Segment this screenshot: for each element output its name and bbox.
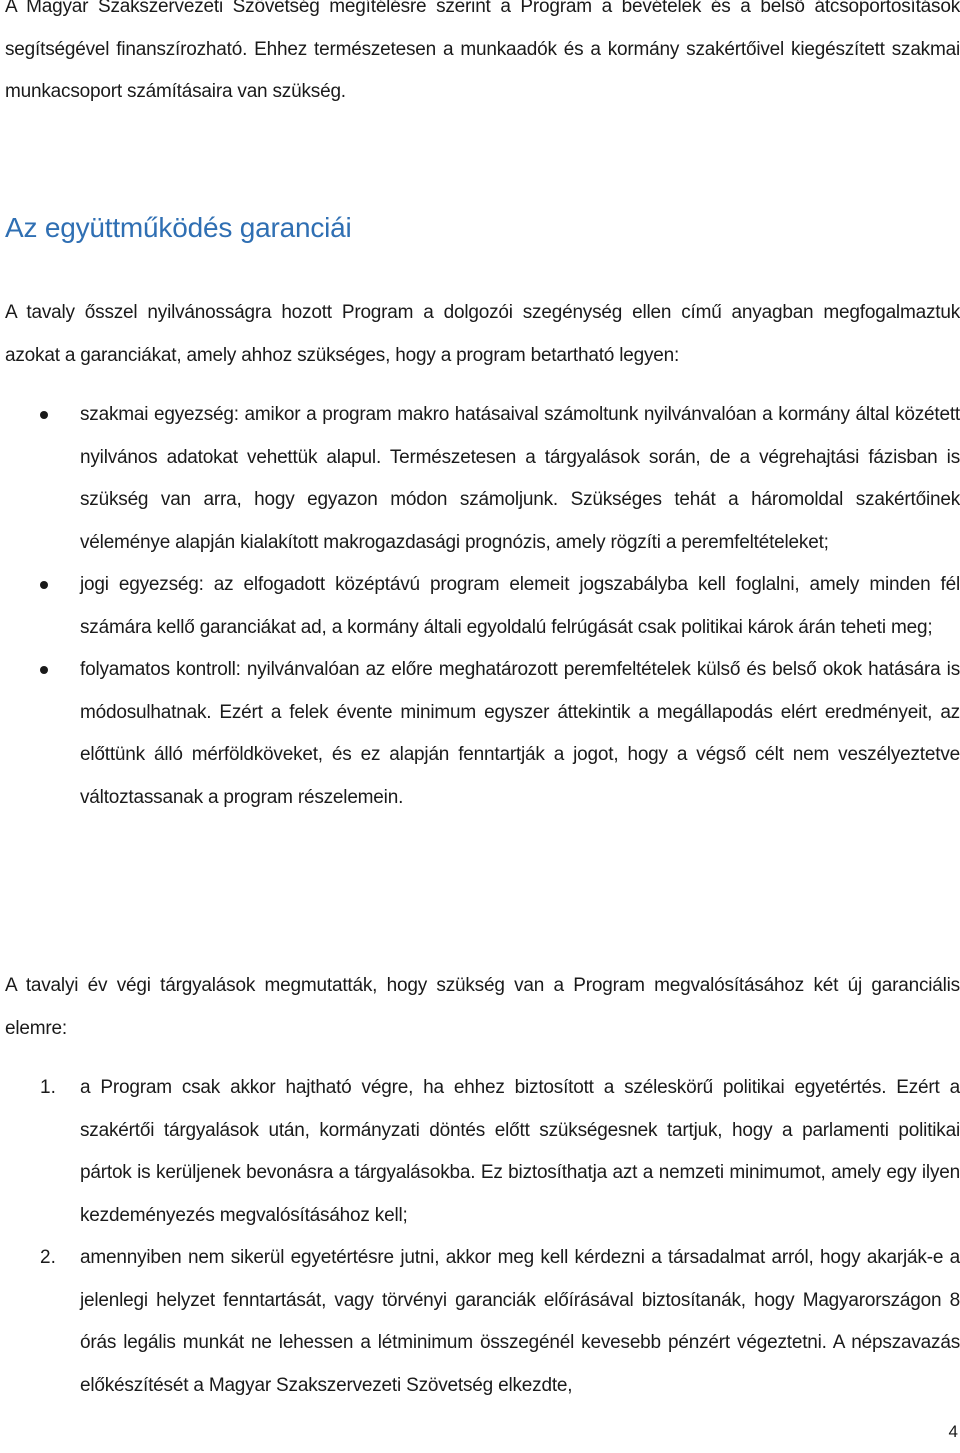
numbered-item-text: a Program csak akkor hajtható végre, ha ehhez biztosított a széleskörű politikai egyetértés. Ezért a szakértői tárgyalások után, kormányzati döntés előtt szükségesnek tartjuk, hogy a parlamenti politikai pártok is kerüljenek bevonásra a tárgyalásokba. Ez biztosíthatja azt a nemzeti minimumot, amely egy ilyen kezdeményezés megvalósításához kell; [80,1077,960,1226]
numbered-item-text: amennyiben nem sikerül egyetértésre jutni, akkor meg kell kérdezni a társadalmat arról, hogy akarják-e a jelenlegi helyzet fenntartását, vagy törvényi garanciák előírásával biztosítanák, hogy Magyarországon 8 órás legális munkát ne lehessen a létminimum összegénél kevesebb pénzért végeztetni. A népszavazás előkészítését a Magyar Szakszervezeti Szövetség elkezdte, [80,1247,960,1396]
section-heading: Az együttműködés garanciái [5,212,352,243]
bullet-item [0,649,960,819]
page-number: 4 [948,1422,958,1441]
list-number: 2. [40,1247,56,1268]
numbered-item [0,1067,960,1237]
bullet-icon [40,581,48,589]
bullet-item [0,564,960,649]
list-number: 1. [40,1077,56,1098]
bullet-icon [40,666,48,674]
bullet-text: jogi egyezség: az elfogadott középtávú program elemeit jogszabályba kell foglalni, amely minden fél számára kellő garanciákat ad, a kormány általi egyoldalú felrúgását csak politikai károk árán teheti meg; [80,574,960,638]
intro-paragraph: A Magyar Szakszervezeti Szövetség megítélésre szerint a Program a bevételek és a belső átcsoportosítások segítségével finanszírozható. Ehhez természetesen a munkaadók és a kormány szakértőivel kiegészített szakmai munkacsoport számításaira van szükség. [5,0,960,102]
bullet-item [0,394,960,564]
bullet-icon [40,411,48,419]
numbered-list [0,1067,960,1407]
bullet-text: szakmai egyezség: amikor a program makro hatásaival számoltunk nyilvánvalóan a kormány által közétett nyilvános adatokat vehettük alapul. Természetesen a tárgyalások során, de a végrehajtási fázisban is szükség van arra, hogy egyazon módon számoljunk. Szükséges tehát a háromoldal szakértőinek véleménye alapján kialakított makrogazdasági prognózis, amely rögzíti a peremfeltételeket; [80,404,960,553]
bullet-list [0,394,960,819]
second-intro-paragraph: A tavalyi év végi tárgyalások megmutatták, hogy szükség van a Program megvalósításához két új garanciális elemre: [5,975,960,1039]
numbered-item [0,1237,960,1407]
section-intro-paragraph: A tavaly ősszel nyilvánosságra hozott Program a dolgozói szegénység ellen című anyagban megfogalmaztuk azokat a garanciákat, amely ahhoz szükséges, hogy a program betartható legyen: [5,302,960,366]
bullet-text: folyamatos kontroll: nyilvánvalóan az előre meghatározott peremfeltételek külső és belső okok hatására is módosulhatnak. Ezért a felek évente minimum egyszer áttekintik a megállapodás elért eredményeit, az előttünk álló mérföldköveket, és ez alapján fenntartják a jogot, hogy a végső célt nem veszélyeztetve változtassanak a program részelemein. [80,659,960,808]
